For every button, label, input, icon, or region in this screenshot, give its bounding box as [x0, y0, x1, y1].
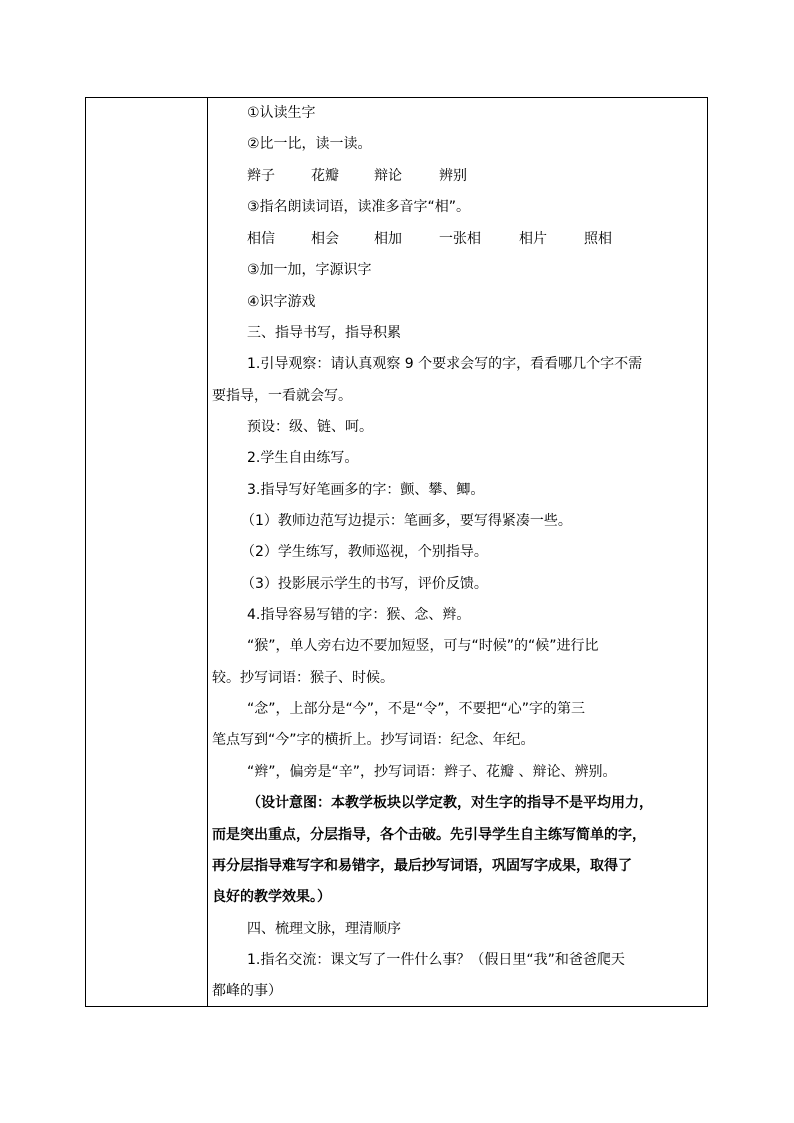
text-line: “念”，上部分是“今”，不是“令”，不要把“心”字的第三: [247, 701, 586, 717]
text-line: ①认读生字: [247, 105, 316, 121]
text-line: 1.引导观察：请认真观察 9 个要求会写的字，看看哪几个字不需: [247, 356, 643, 372]
design-note-line: 良好的教学效果。）: [212, 889, 331, 905]
text-line: 2.学生自由练写。: [247, 450, 359, 466]
text-line: （3）投影展示学生的书写，评价反馈。: [241, 576, 488, 592]
word: 相加: [374, 231, 402, 247]
design-note-line: 再分层指导难写字和易错字，最后抄写词语，巩固写字成果，取得了: [212, 858, 632, 874]
word: 花瓣: [311, 168, 339, 184]
text-line: ④识字游戏: [247, 294, 316, 310]
word-row: [247, 166, 275, 186]
column-divider: [207, 98, 208, 1006]
lesson-table: [85, 97, 708, 1007]
text-line: 1.指名交流：课文写了一件什么事？（假日里“我”和爸爸爬天: [247, 952, 625, 968]
text-line: 较。抄写词语：猴子、时候。: [212, 670, 394, 686]
section-heading: 四、梳理文脉，理清顺序: [247, 921, 401, 937]
word: 辩论: [374, 168, 402, 184]
text-line: 笔点写到“今”字的横折上。抄写词语：纪念、年纪。: [212, 732, 535, 748]
text-line: “猴”，单人旁右边不要加短竖，可与“时候”的“候”进行比: [247, 638, 599, 654]
text-line: 3.指导写好笔画多的字：颤、攀、鲫。: [247, 482, 485, 498]
word: 相会: [311, 231, 339, 247]
text-line: 预设：级、链、呵。: [247, 419, 373, 435]
text-line: 4.指导容易写错的字：猴、念、辫。: [247, 607, 471, 623]
text-line: ②比一比，读一读。: [247, 136, 372, 152]
word: 相片: [519, 231, 547, 247]
text-line: 要指导，一看就会写。: [212, 388, 352, 404]
text-line: ③加一加，字源识字: [247, 262, 372, 278]
word: 照相: [584, 231, 612, 247]
word: 辨别: [439, 168, 467, 184]
text-line: （2）学生练写，教师巡视，个别指导。: [241, 544, 488, 560]
word: 辫子: [247, 168, 275, 184]
text-line: ③指名朗读词语，读准多音字“相”。: [247, 199, 471, 215]
text-line: 都峰的事）: [212, 983, 282, 999]
word: 相信: [247, 231, 275, 247]
section-heading: 三、指导书写，指导积累: [247, 325, 401, 341]
text-line: （1）教师边范写边提示：笔画多，要写得紧凑一些。: [241, 513, 572, 529]
design-note-line: 而是突出重点，分层指导，各个击破。先引导学生自主练写简单的字，: [212, 827, 646, 843]
word: 一张相: [439, 231, 481, 247]
text-line: “辫”，偏旁是“辛”，抄写词语：辫子、花瓣 、辩论、辨别。: [247, 764, 617, 780]
design-note-line: （设计意图：本教学板块以学定教，对生字的指导不是平均用力，: [247, 795, 653, 811]
